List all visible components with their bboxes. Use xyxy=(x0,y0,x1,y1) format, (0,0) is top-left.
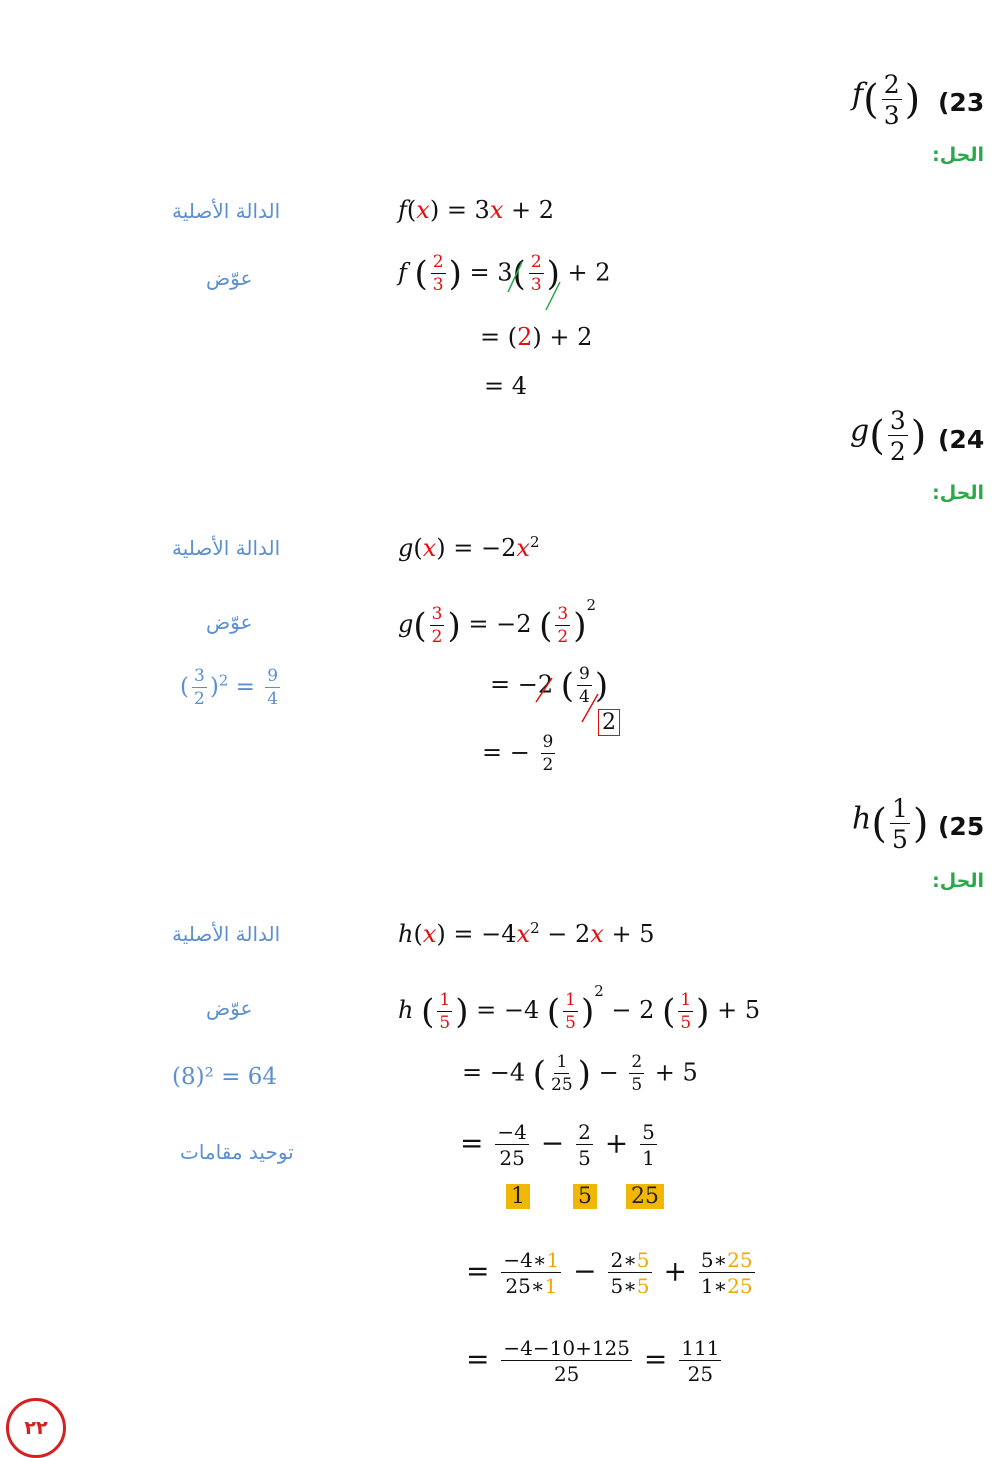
q23-solution-label: الحل: xyxy=(932,144,984,166)
q23-line4: = 4 xyxy=(484,372,528,400)
q24-line2: g( $\frac{3}{2}$ ) = −2 ( $\frac{3}{2}$ )$^2$ xyxy=(398,596,597,647)
q25-multiplier-1: 1 xyxy=(506,1184,530,1209)
q23-number: (23 xyxy=(938,88,985,117)
q24-solution-label: الحل: xyxy=(932,482,984,504)
q25-side-note: (8)² = 64 xyxy=(172,1064,277,1090)
q24-number: (24 xyxy=(938,425,985,454)
q25-multiplier-3: 25 xyxy=(626,1184,664,1209)
q25-line6: = $\frac{-4-10+125}{25}$ = $\frac{111}{25}$ xyxy=(466,1336,720,1386)
q25-line4: = $\frac{-4}{25}$ − $\frac{2}{5}$ + $\frac{5}{1}$ xyxy=(460,1120,655,1170)
q25-line2: h ( $\frac{1}{5}$ ) = −4 ( $\frac{1}{5}$ )$^2$ − 2 ( $\frac{1}{5}$ ) + 5 xyxy=(398,982,761,1033)
q25-arg: $\frac{1}{5}$ xyxy=(891,794,908,854)
q25-line1: $h(x) = -4x^2 - 2x + 5$ xyxy=(398,919,655,948)
q24-header: g( $\frac{3}{2}$ ) xyxy=(850,406,927,466)
page-number-seal: ٢٢ xyxy=(6,1398,66,1458)
q25-fn: h xyxy=(852,801,872,837)
q23-fn: f xyxy=(852,77,864,113)
q25-multiplier-2: 5 xyxy=(573,1184,597,1209)
q23-line3: = (2) + 2 xyxy=(480,323,593,351)
q23-note-substitute: عوّض xyxy=(206,266,253,290)
q25-line3: = −4 ( $\frac{1}{25}$ ) − $\frac{2}{5}$ + 5 xyxy=(462,1052,698,1095)
q25-note-common-denominator: توحيد مقامات xyxy=(180,1140,294,1164)
q23-line1: f(x) = 3x + 2 xyxy=(398,196,555,224)
q25-header: h( $\frac{1}{5}$ ) xyxy=(852,794,929,854)
q24-note-original: الدالة الأصلية xyxy=(172,536,281,560)
q25-line5: = $\frac{-4∗1}{25∗1}$ − $\frac{2∗5}{5∗5}$ + $\frac{5∗25}{1∗25}$ xyxy=(466,1248,753,1298)
q24-reduced-box: 2 xyxy=(598,709,620,736)
q24-line1: $g(x) = -2x^2$ xyxy=(398,533,540,562)
q23-header: f( $\frac{2}{3}$ ) xyxy=(852,70,921,130)
q23-note-original: الدالة الأصلية xyxy=(172,199,281,223)
q24-note-substitute: عوّض xyxy=(206,610,253,634)
q24-side-note: ( $\frac{3}{2}$ )$^2$ = $\frac{9}{4}$ xyxy=(180,666,279,709)
q25-note-substitute: عوّض xyxy=(206,996,253,1020)
q25-solution-label: الحل: xyxy=(932,870,984,892)
q24-fn: g xyxy=(850,413,870,449)
q24-arg: $\frac{3}{2}$ xyxy=(889,406,906,466)
q24-line3: = −2 ( $\frac{9}{4}$ ) xyxy=(490,664,609,707)
q24-line4: = − $\frac{9}{2}$ xyxy=(482,732,554,775)
q25-number: (25 xyxy=(938,812,985,841)
q25-note-original: الدالة الأصلية xyxy=(172,922,281,946)
q23-arg: $\frac{2}{3}$ xyxy=(883,70,900,130)
q23-line2: f ( $\frac{2}{3}$ ) = 3( $\frac{2}{3}$ ) + 2 xyxy=(398,252,611,295)
